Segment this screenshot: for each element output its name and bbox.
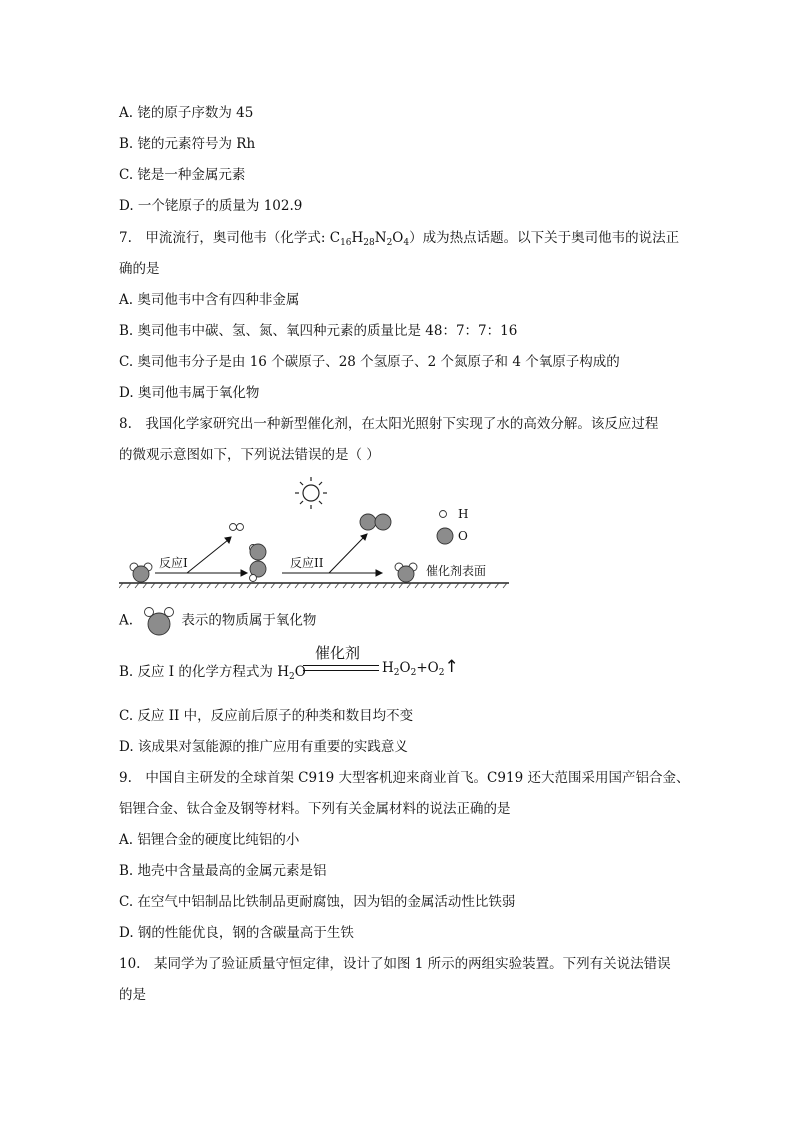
eq-product-sub1: 2 xyxy=(393,668,400,678)
formula-sub-c: 16 xyxy=(340,238,352,248)
catalyst-surface xyxy=(119,583,509,588)
q8-option-a-text: 表示的物质属于氧化物 xyxy=(181,612,317,629)
q9-option-c: C. 在空气中铝制品比铁制品更耐腐蚀，因为铝的金属活动性比铁弱 xyxy=(119,894,516,910)
legend-h-marker xyxy=(440,511,447,518)
q7-stem-pre: 7. 甲流流行，奥司他韦（化学式: C xyxy=(119,230,341,246)
q8-stem-line2: 的微观示意图如下，下列说法错误的是（ ） xyxy=(119,447,380,463)
formula-h: H xyxy=(351,230,364,246)
sun-icon xyxy=(295,477,327,509)
q7-option-a: A. 奥司他韦中含有四种非金属 xyxy=(119,292,300,308)
q8-option-a xyxy=(119,606,316,636)
legend-o-label: O xyxy=(458,529,468,543)
q7-option-c: C. 奥司他韦分子是由 16 个碳原子、28 个氢原子、2 个氮原子和 4 个氧原子构成的 xyxy=(119,354,620,370)
formula-sub-h: 28 xyxy=(363,238,375,248)
q7-option-b: B. 奥司他韦中碳、氢、氮、氧四种元素的质量比是 48：7：7：16 xyxy=(119,323,518,339)
q10-stem-line2: 的是 xyxy=(119,987,146,1003)
formula-sub-n: 2 xyxy=(386,238,393,248)
eq-reactant-o: O xyxy=(294,664,306,680)
q9-option-d: D. 钢的性能优良，钢的含碳量高于生铁 xyxy=(119,925,354,941)
eq-o2-sub: 2 xyxy=(438,668,445,678)
q6-option-c: C. 铑是一种金属元素 xyxy=(119,167,246,183)
formula-sub-o: 4 xyxy=(403,238,410,248)
eq-product-o: O xyxy=(399,660,411,676)
legend-o-marker xyxy=(437,528,453,544)
reaction-1-label: 反应I xyxy=(159,556,188,570)
eq-catalyst-label: 催化剂 xyxy=(315,644,361,662)
catalyst-surface-label: 催化剂表面 xyxy=(426,564,487,578)
legend-h-label: H xyxy=(458,507,469,521)
oxygen-molecule xyxy=(360,514,391,530)
legend xyxy=(437,507,468,544)
q8-option-b-text xyxy=(119,660,306,682)
eq-product-sub2: 2 xyxy=(410,668,417,678)
q7-stem-post: ）成为热点话题。以下关于奥司他韦的说法正 xyxy=(409,230,680,246)
q10-stem-line1: 10. 某同学为了验证质量守恒定律，设计了如图 1 所示的两组实验装置。下列有关说法错误 xyxy=(119,956,671,972)
eq-products xyxy=(382,657,459,678)
eq-double-line xyxy=(303,665,379,671)
eq-reactant-sub: 2 xyxy=(289,672,295,682)
eq-reactant-h: H xyxy=(277,664,289,680)
q8-option-a-prefix: A. xyxy=(119,612,134,629)
formula-n: N xyxy=(374,230,387,246)
q7-option-d: D. 奥司他韦属于氧化物 xyxy=(119,385,260,401)
eq-product-h: H xyxy=(382,660,394,676)
q6-option-b: B. 铑的元素符号为 Rh xyxy=(119,136,256,152)
q9-option-b: B. 地壳中含量最高的金属元素是铝 xyxy=(119,863,327,879)
q6-option-a: A. 铑的原子序数为 45 xyxy=(119,105,254,121)
q6-option-d: D. 一个铑原子的质量为 102.9 xyxy=(119,198,303,214)
q8-option-d: D. 该成果对氢能源的推广应用有重要的实践意义 xyxy=(119,739,408,755)
q8-option-c: C. 反应 II 中，反应前后原子的种类和数目均不变 xyxy=(119,708,414,724)
q9-stem-line1: 9. 中国自主研发的全球首架 C919 大型客机迎来商业首飞。C919 还大范围采用国产铝合金、 xyxy=(119,770,690,786)
reaction-2-label: 反应II xyxy=(290,556,324,570)
q9-option-a: A. 铝锂合金的硬度比纯铝的小 xyxy=(119,832,300,848)
eq-plus-o: +O xyxy=(416,660,439,676)
hydrogen-peroxide-molecule xyxy=(250,544,267,582)
gas-up-arrow-icon: ↑ xyxy=(444,657,459,677)
q7-stem-line2: 确的是 xyxy=(119,261,160,277)
q9-stem-line2: 铝锂合金、钛合金及钢等材料。下列有关金属材料的说法正确的是 xyxy=(119,801,511,817)
q8-stem-line1: 8. 我国化学家研究出一种新型催化剂，在太阳光照射下实现了水的高效分解。该反应过程 xyxy=(119,416,659,432)
q8-option-b-prefix: B. 反应 I 的化学方程式为 xyxy=(119,664,278,680)
water-molecule-reactant xyxy=(130,563,152,582)
reaction-diagram xyxy=(119,475,519,595)
formula-o: O xyxy=(392,230,404,246)
q7-stem xyxy=(119,228,679,253)
water-molecule-icon xyxy=(139,606,179,636)
water-molecule-product xyxy=(395,563,417,582)
hydrogen-molecule-small xyxy=(230,524,244,531)
